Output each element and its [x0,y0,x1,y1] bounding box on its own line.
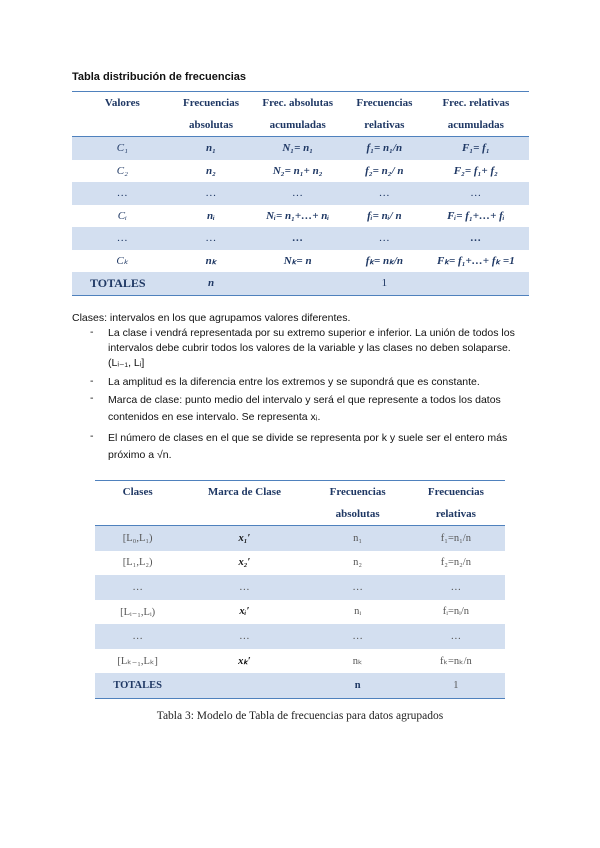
table-row [72,250,529,273]
bullet-item-marca: Marca de clase: punto medio del intervalo y será el que represente a todos los datos contenidos en ese intervalo. Se representa xᵢ. [108,394,501,423]
cell: [L₀,L₁) [95,526,180,551]
cell: … [309,624,407,649]
cell: F₁= f₁ [423,137,529,160]
cell: Cₖ [116,255,129,268]
cell: x₂′ [238,557,251,569]
header-frec-abs: Frecuencias [309,481,407,504]
bullet-dash: - [90,392,94,404]
header-frec-rel-2: relativas [346,114,423,137]
cell: … [95,624,180,649]
cell: N₂= n₁+ n₂ [272,164,323,177]
header-marca-2 [180,503,308,526]
table-row [95,575,505,600]
bullet-item-clase: La clase i vendrá representada por su extremo superior e inferior. La unión de todos los intervalos debe cubrir todos los valores de la variable y las clases no deben solaparse. (Lᵢ₋₁, Lᵢ] [108,327,515,369]
totals-one: 1 [346,272,423,295]
cell-empty [180,673,308,698]
cell: nᵢ [207,209,215,222]
cell: C₁ [72,137,173,160]
cell-empty [423,272,529,295]
table-row [72,205,529,228]
cell: … [173,182,250,205]
cell: n₁ [309,526,407,551]
cell: xₖ′ [238,655,251,667]
cell: nₖ [205,255,217,268]
cell: … [407,624,505,649]
cell: … [95,575,180,600]
cell: fᵢ=nᵢ/n [442,606,470,618]
table-row [72,182,529,205]
cell: … [423,182,529,205]
cell: fₖ=nₖ/n [439,655,472,667]
cell: … [346,182,423,205]
table-row [95,551,505,576]
table-row [95,624,505,649]
table-row [72,227,529,250]
cell: … [309,575,407,600]
totals-row [95,673,505,698]
header-frec-rel-acum: Frec. relativas [423,92,529,115]
totals-row [72,272,529,295]
cell: fᵢ= nᵢ/ n [367,209,402,222]
header-valores-2 [72,114,173,137]
table-row [95,526,505,551]
bullet-dash: - [90,326,94,338]
totals-n: n [309,673,407,698]
cell: … [249,182,346,205]
cell: n₂ [206,164,216,177]
header-valores: Valores [72,92,173,115]
totals-label: TOTALES [95,673,180,698]
cell: Nₖ= n [283,255,312,268]
table-row [72,160,529,183]
cell: … [180,575,308,600]
cell: Nᵢ= n₁+…+ nᵢ [266,209,330,222]
totals-n: n [173,272,250,295]
header-marca: Marca de Clase [180,481,308,504]
header-frec-abs-acum-2: acumuladas [249,114,346,137]
header-frec-rel: Frecuencias [407,481,505,504]
cell: F₂= f₁+ f₂ [453,164,498,177]
cell: xᵢ′ [239,606,250,618]
cell: … [423,227,529,250]
cell: f₂= n₂/ n [365,164,404,177]
cell: Fₖ= f₁+…+ fₖ =1 [437,255,515,268]
header-frec-abs: Frecuencias [173,92,250,115]
cell-empty [249,272,346,295]
header-frec-abs-2: absolutas [173,114,250,137]
header-frec-abs-acum: Frec. absolutas [249,92,346,115]
cell: … [180,624,308,649]
totals-label: TOTALES [72,272,173,295]
header-frec-rel-acum-2: acumuladas [423,114,529,137]
header-frec-rel: Frecuencias [346,92,423,115]
cell: fₖ= nₖ/n [365,255,404,268]
cell: nᵢ [354,606,362,618]
header-frec-rel-2: relativas [407,503,505,526]
grouped-frequency-table [95,480,505,699]
cell: … [72,182,173,205]
table-row [95,649,505,674]
cell: … [407,575,505,600]
cell: Cᵢ [117,209,127,222]
header-clases: Clases [95,481,180,504]
table-row [95,600,505,625]
cell: [Lₖ₋₁,Lₖ] [117,655,158,667]
cell: C₂ [116,164,128,177]
table-caption: Tabla 3: Modelo de Tabla de frecuencias para datos agrupados [156,710,444,722]
totals-one: 1 [407,673,505,698]
bullet-dash: - [90,375,94,387]
cell: f₂=n₂/n [440,557,471,569]
bullet-item-numero-clases: El número de clases en el que se divide se representa por k y suele ser el entero más próximo a √n. [108,432,508,461]
cell: f₁=n₁/n [407,526,505,551]
cell: f₁= n₁/n [346,137,423,160]
section-title: Tabla distribución de frecuencias [72,71,247,83]
frequency-table [72,91,529,296]
cell: n₂ [353,557,363,569]
cell: N₁= n₁ [249,137,346,160]
bullet-dash: - [90,430,94,442]
cell: x₁′ [180,526,308,551]
header-frec-abs-2: absolutas [309,503,407,526]
cell: nₖ [352,655,363,667]
cell: … [346,227,423,250]
cell: [Lᵢ₋₁,Lᵢ) [120,606,156,618]
cell: Fᵢ= f₁+…+ fᵢ [447,209,505,222]
cell: [L₁,L₂) [122,557,153,569]
cell: … [173,227,250,250]
cell: n₁ [173,137,250,160]
cell: … [72,227,173,250]
header-clases-2 [95,503,180,526]
clases-intro: Clases: intervalos en los que agrupamos valores diferentes. [72,312,351,324]
bullet-item-amplitud: La amplitud es la diferencia entre los extremos y se supondrá que es constante. [108,376,480,388]
table-row [72,137,529,160]
cell: … [249,227,346,250]
